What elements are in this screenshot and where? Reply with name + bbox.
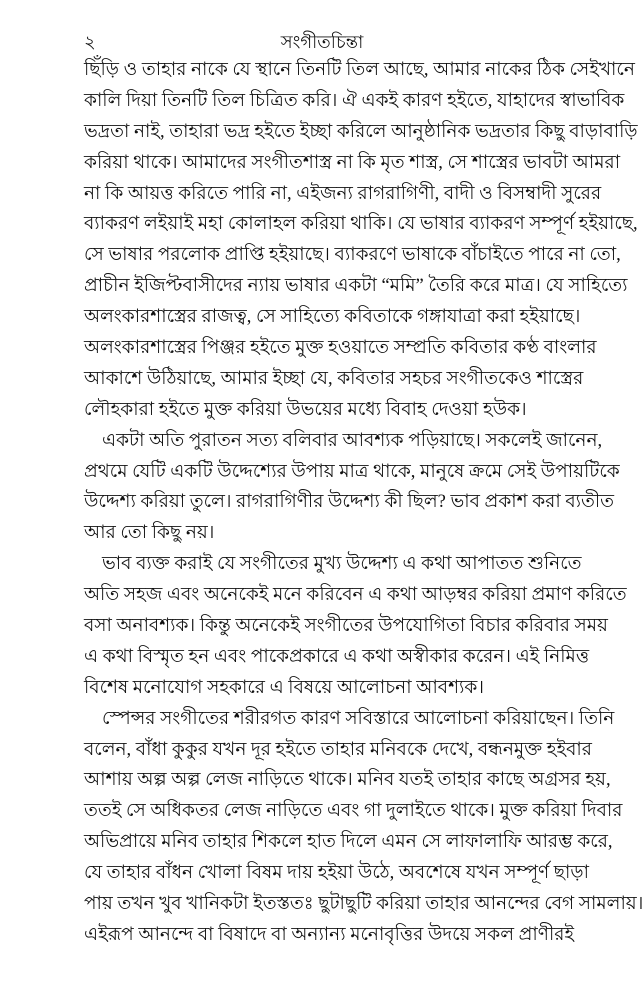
- text-line: ব্যাকরণ লইয়াই মহা কোলাহল করিয়া থাকি। যে ভাষার ব্যাকরণ সম্পূর্ণ হইয়াছে,: [84, 214, 638, 235]
- text-line: আকাশে উঠিয়াছে, আমার ইচ্ছা যে, কবিতার সহচর সংগীতকেও শাস্ত্রের: [84, 368, 584, 389]
- text-line: ভদ্রতা নাই, তাহারা ভদ্র হইতে ইচ্ছা করিলে আনুষ্ঠানিক ভদ্রতার কিছু বাড়াবাড়ি: [84, 121, 638, 142]
- page-number: ২: [84, 32, 96, 52]
- text-line: পায় তখন খুব খানিকটা ইতস্ততঃ ছুটাছুটি করিয়া তাহার আনন্দের বেগ সামলায়।: [84, 894, 643, 915]
- page-header: [84, 28, 560, 54]
- running-title: সংগীতচিন্তা: [280, 32, 364, 52]
- text-line: একটা অতি পুরাতন সত্য বলিবার আবশ্যক পড়িয়াছে। সকলেই জানেন,: [102, 430, 603, 451]
- text-line: ছিঁড়ি ও তাহার নাকে যে স্থানে তিনটি তিল আছে, আমার নাকের ঠিক সেইখানে: [84, 60, 635, 80]
- text-line: যে তাহার বাঁধন খোলা বিষম দায় হইয়া উঠে, অবশেষে যখন সম্পূর্ণ ছাড়া: [84, 863, 589, 884]
- paragraph: [84, 426, 620, 550]
- text-line: বলেন, বাঁধা কুকুর যখন দূর হইতে তাহার মনিবকে দেখে, বন্ধনমুক্ত হইবার: [84, 739, 592, 760]
- paragraph: [84, 549, 627, 703]
- text-line: না কি আয়ত্ত করিতে পারি না, এইজন্য রাগরাগিণী, বাদী ও বিসম্বাদী সুরের: [84, 183, 602, 204]
- text-line: করিয়া থাকে। আমাদের সংগীতশাস্ত্র না কি মৃত শাস্ত্র, সে শাস্ত্রের ভাবটা আমরা: [84, 152, 621, 173]
- text-line: বসা অনাবশ্যক। কিন্তু অনেকেই সংগীতের উপযোগিতা বিচার করিবার সময়: [84, 616, 608, 637]
- text-line: অতি সহজ এবং অনেকেই মনে করিবেন এ কথা আড়ম্বর করিয়া প্রমাণ করিতে: [84, 585, 627, 606]
- page-body: [84, 55, 643, 951]
- text-line: স্পেন্সর সংগীতের শরীরগত কারণ সবিস্তারে আলোচনা করিয়াছেন। তিনি: [102, 708, 615, 729]
- text-line: বিশেষ মনোযোগ সহকারে এ বিষয়ে আলোচনা আবশ্যক।: [84, 677, 484, 698]
- text-line: লৌহকারা হইতে মুক্ত করিয়া উভয়ের মধ্যে বিবাহ দেওয়া হউক।: [84, 399, 527, 420]
- text-line: অভিপ্রায়ে মনিব তাহার শিকলে হাত দিলে এমন সে লাফালাফি আরম্ভ করে,: [84, 832, 613, 853]
- text-line: অলংকারশাস্ত্রের পিঞ্জর হইতে মুক্ত হওয়াতে সম্প্রতি কবিতার কণ্ঠ বাংলার: [84, 338, 597, 359]
- text-line: প্রাচীন ইজিপ্টবাসীদের ন্যায় ভাষার একটা “মমি” তৈরি করে মাত্র। যে সাহিত্যে: [84, 276, 628, 297]
- text-line: সে ভাষার পরলোক প্রাপ্তি হইয়াছে। ব্যাকরণে ভাষাকে বাঁচাইতে পারে না তো,: [84, 245, 621, 266]
- text-line: আশায় অল্প অল্প লেজ নাড়িতে থাকে। মনিব যতই তাহার কাছে অগ্রসর হয়,: [84, 770, 611, 791]
- text-line: উদ্দেশ্য করিয়া তুলে। রাগরাগিণীর উদ্দেশ্য কী ছিল? ভাব প্রকাশ করা ব্যতীত: [84, 492, 615, 513]
- text-line: এইরূপ আনন্দে বা বিষাদে বা অন্যান্য মনোবৃত্তির উদয়ে সকল প্রাণীরই: [84, 924, 575, 945]
- paragraph: [84, 55, 638, 426]
- text-line: অলংকারশাস্ত্রের রাজত্ব, সে সাহিত্যে কবিতাকে গঙ্গাযাত্রা করা হইয়াছে।: [84, 307, 581, 328]
- text-line: ততই সে অধিকতর লেজ নাড়িতে এবং গা দুলাইতে থাকে। মুক্ত করিয়া দিবার: [84, 801, 623, 822]
- text-line: প্রথমে যেটি একটি উদ্দেশ্যের উপায় মাত্র থাকে, মানুষে ক্রমে সেই উপায়টিকে: [84, 461, 620, 482]
- paragraph: [84, 704, 643, 951]
- text-line: কালি দিয়া তিনটি তিল চিত্রিত করি। ঐ একই কারণ হইতে, যাহাদের স্বাভাবিক: [84, 90, 625, 111]
- text-line: এ কথা বিস্মৃত হন এবং পাকেপ্রকারে এ কথা অস্বীকার করেন। এই নিমিত্ত: [84, 646, 590, 667]
- text-line: আর তো কিছু নয়।: [84, 523, 215, 544]
- text-line: ভাব ব্যক্ত করাই যে সংগীতের মুখ্য উদ্দেশ্য এ কথা আপাতত শুনিতে: [102, 554, 582, 575]
